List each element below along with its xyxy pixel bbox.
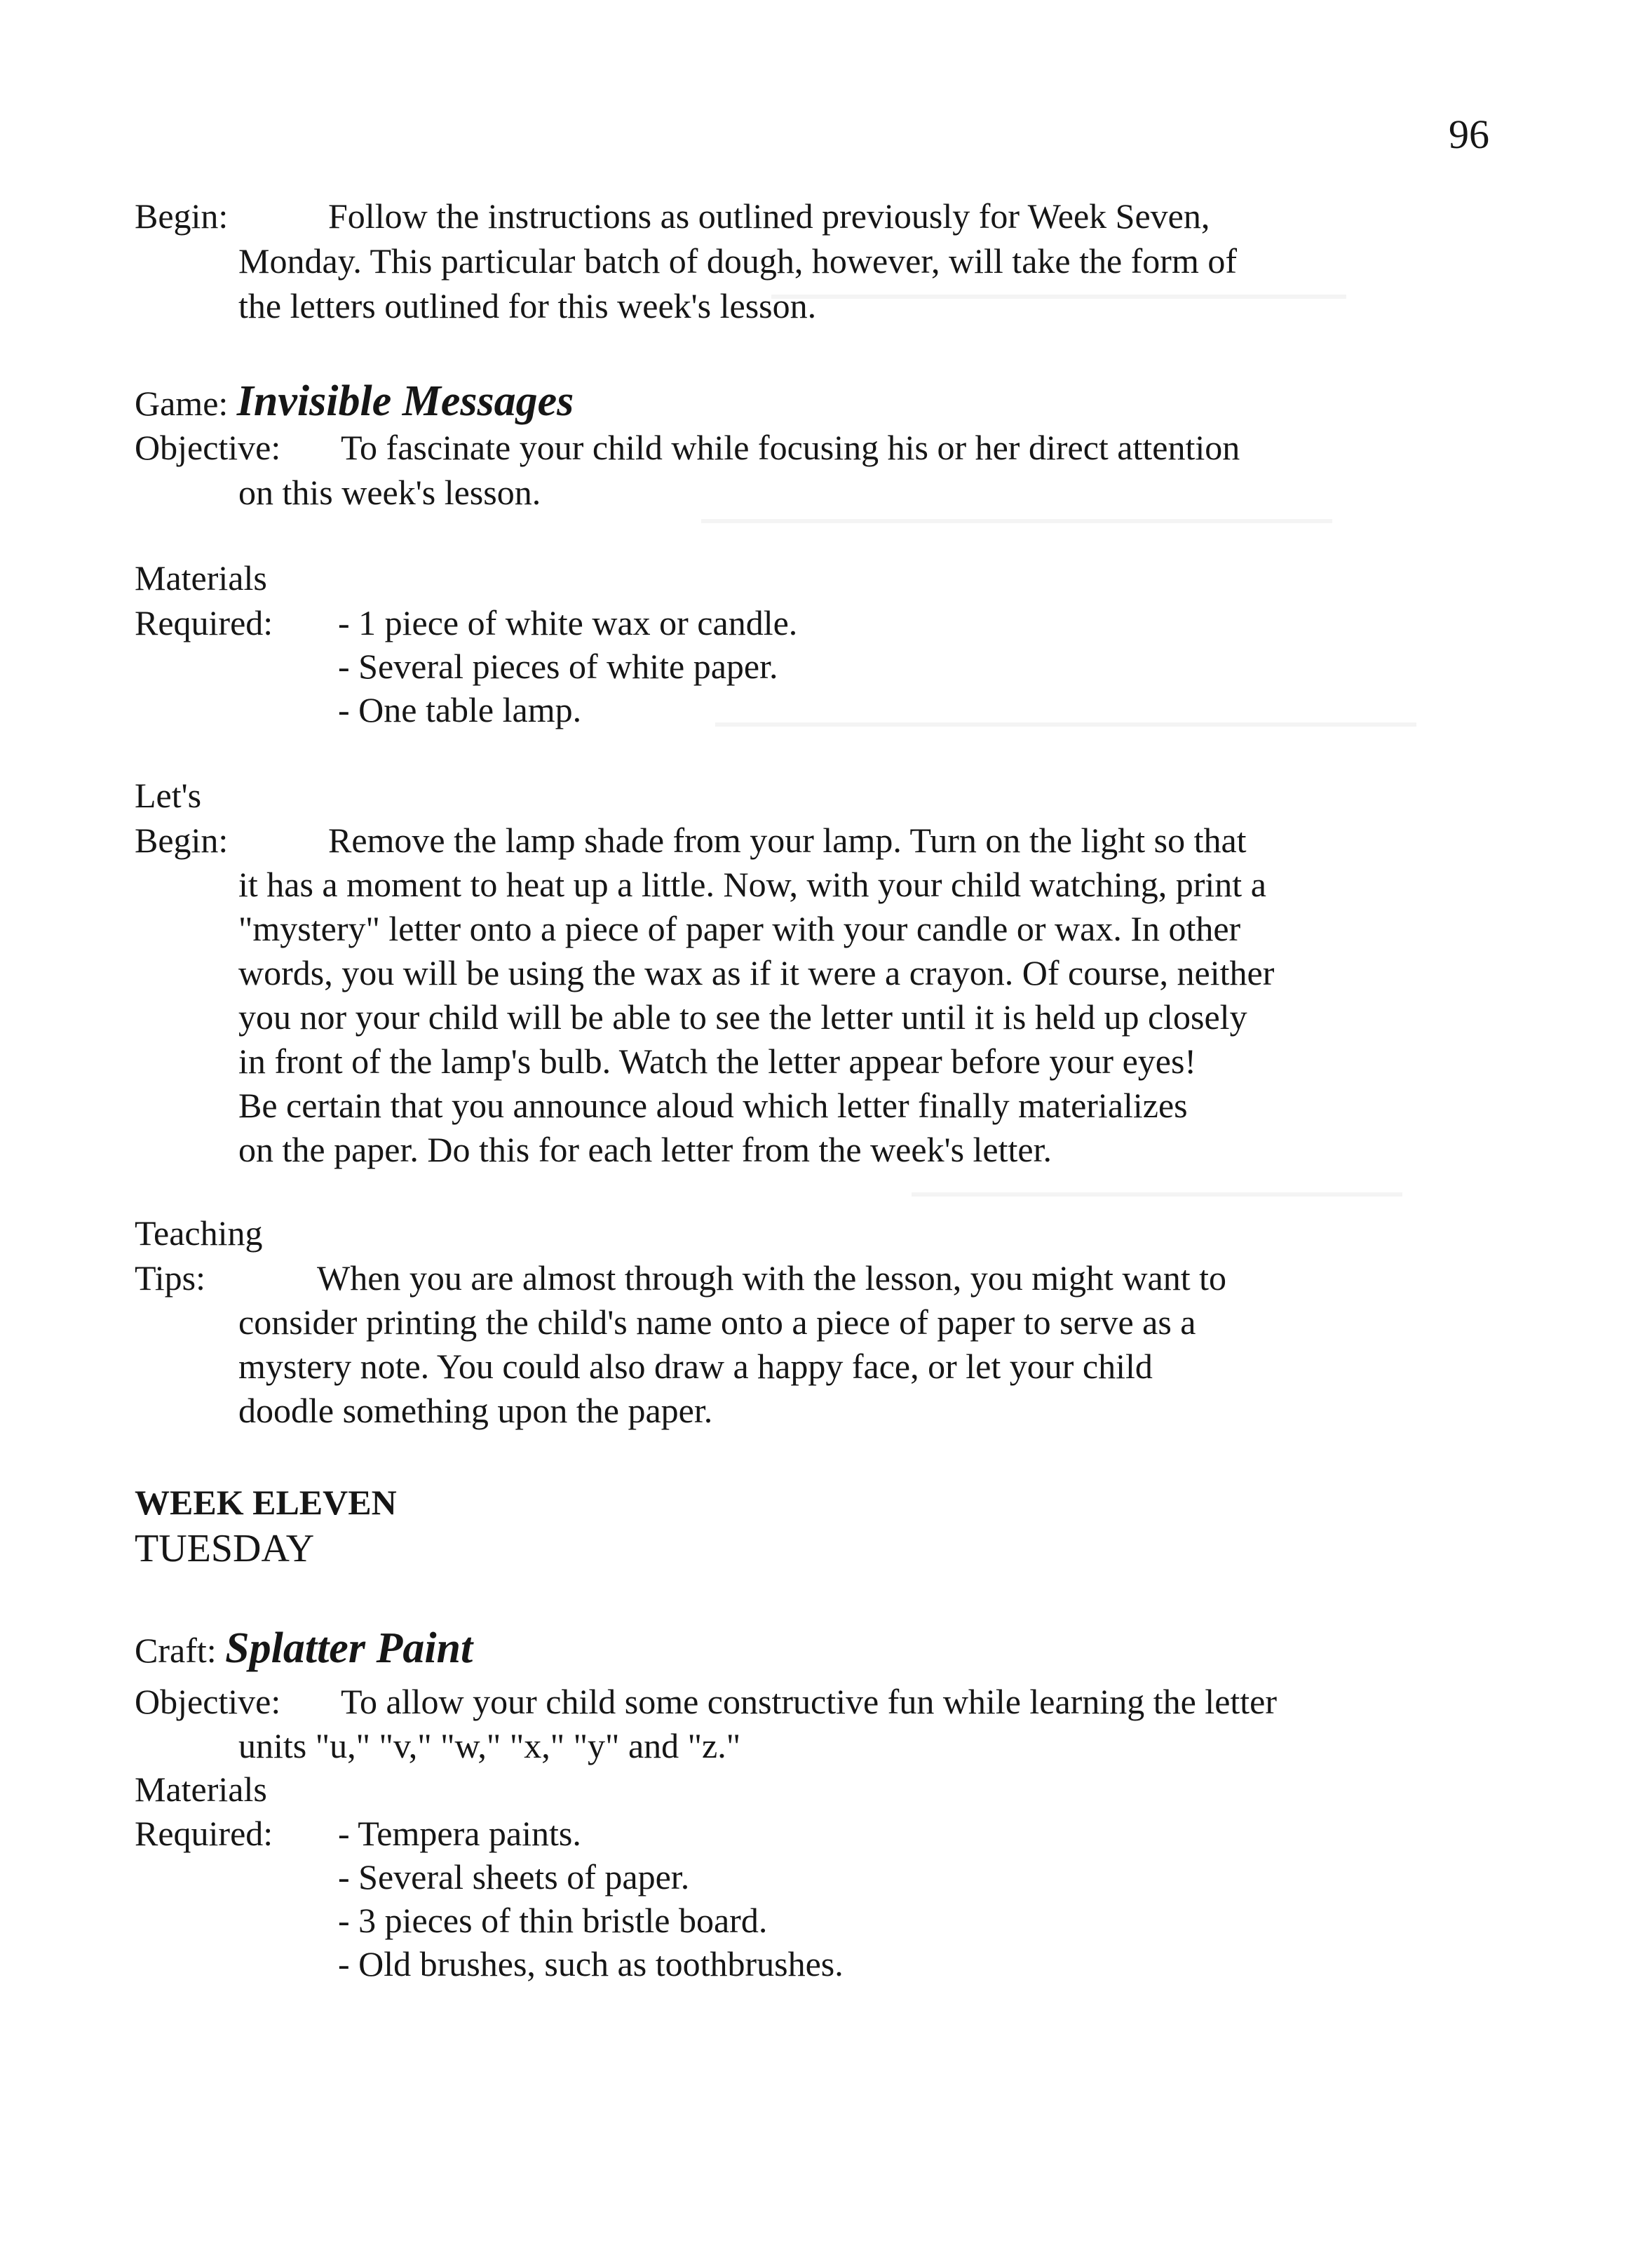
objective-label: Objective:	[135, 428, 281, 467]
begin-text-line: Monday. This particular batch of dough, however, will take the form of	[238, 241, 1237, 281]
material-item: - Tempera paints.	[338, 1814, 581, 1853]
begin-text-line: the letters outlined for this week's lesson.	[238, 286, 817, 325]
game-title: Invisible Messages	[236, 377, 574, 425]
instruction-line: it has a moment to heat up a little. Now, with your child watching, print a	[238, 865, 1266, 904]
material-item: - 3 pieces of thin bristle board.	[338, 1901, 768, 1940]
instruction-line: Remove the lamp shade from your lamp. Turn on the light so that	[328, 821, 1247, 860]
craft-prefix: Craft:	[135, 1631, 217, 1670]
material-item: - Old brushes, such as toothbrushes.	[338, 1944, 844, 1983]
objective-text-line: units "u," "v," "w," "x," "y" and "z."	[238, 1726, 741, 1765]
objective-text-line: To allow your child some constructive fun while learning the letter	[341, 1682, 1278, 1721]
instruction-line: you nor your child will be able to see the letter until it is held up closely	[238, 997, 1247, 1037]
bleed-through-mark	[771, 295, 1346, 299]
objective-text-line: on this week's lesson.	[238, 473, 541, 512]
instruction-line: in front of the lamp's bulb. Watch the letter appear before your eyes!	[238, 1042, 1197, 1081]
teaching-label: Teaching	[135, 1213, 263, 1253]
material-item: - One table lamp.	[338, 690, 582, 729]
game-prefix: Game:	[135, 384, 229, 423]
week-heading: WEEK ELEVEN	[135, 1483, 397, 1522]
tips-text-line: consider printing the child's name onto a piece of paper to serve as a	[238, 1302, 1196, 1342]
materials-label: Materials	[135, 558, 267, 598]
required-label: Required:	[135, 1814, 273, 1853]
lets-label: Let's	[135, 776, 202, 815]
day-heading: TUESDAY	[135, 1527, 315, 1570]
craft-title: Splatter Paint	[225, 1624, 473, 1672]
tips-label: Tips:	[135, 1258, 206, 1298]
material-item: - Several sheets of paper.	[338, 1857, 690, 1897]
materials-label: Materials	[135, 1770, 267, 1809]
objective-label: Objective:	[135, 1682, 281, 1721]
craft-heading	[135, 1626, 473, 1673]
begin-label: Begin:	[135, 196, 229, 236]
begin-text-line: Follow the instructions as outlined previously for Week Seven,	[328, 196, 1210, 236]
instruction-line: Be certain that you announce aloud which letter finally materializes	[238, 1086, 1188, 1125]
bleed-through-mark	[715, 722, 1416, 727]
page-number: 96	[1449, 112, 1489, 157]
objective-text-line: To fascinate your child while focusing his or her direct attention	[341, 428, 1240, 467]
instruction-line: on the paper. Do this for each letter from the week's letter.	[238, 1130, 1052, 1169]
material-item: - 1 piece of white wax or candle.	[338, 603, 798, 642]
tips-text-line: mystery note. You could also draw a happy face, or let your child	[238, 1347, 1153, 1386]
material-item: - Several pieces of white paper.	[338, 647, 778, 686]
bleed-through-mark	[701, 519, 1332, 523]
game-heading	[135, 379, 574, 426]
instruction-line: "mystery" letter onto a piece of paper with your candle or wax. In other	[238, 909, 1241, 948]
begin-label: Begin:	[135, 821, 229, 860]
tips-text-line: When you are almost through with the lesson, you might want to	[317, 1258, 1227, 1298]
required-label: Required:	[135, 603, 273, 642]
tips-text-line: doodle something upon the paper.	[238, 1391, 713, 1430]
instruction-line: words, you will be using the wax as if it were a crayon. Of course, neither	[238, 953, 1275, 992]
bleed-through-mark	[912, 1192, 1402, 1197]
